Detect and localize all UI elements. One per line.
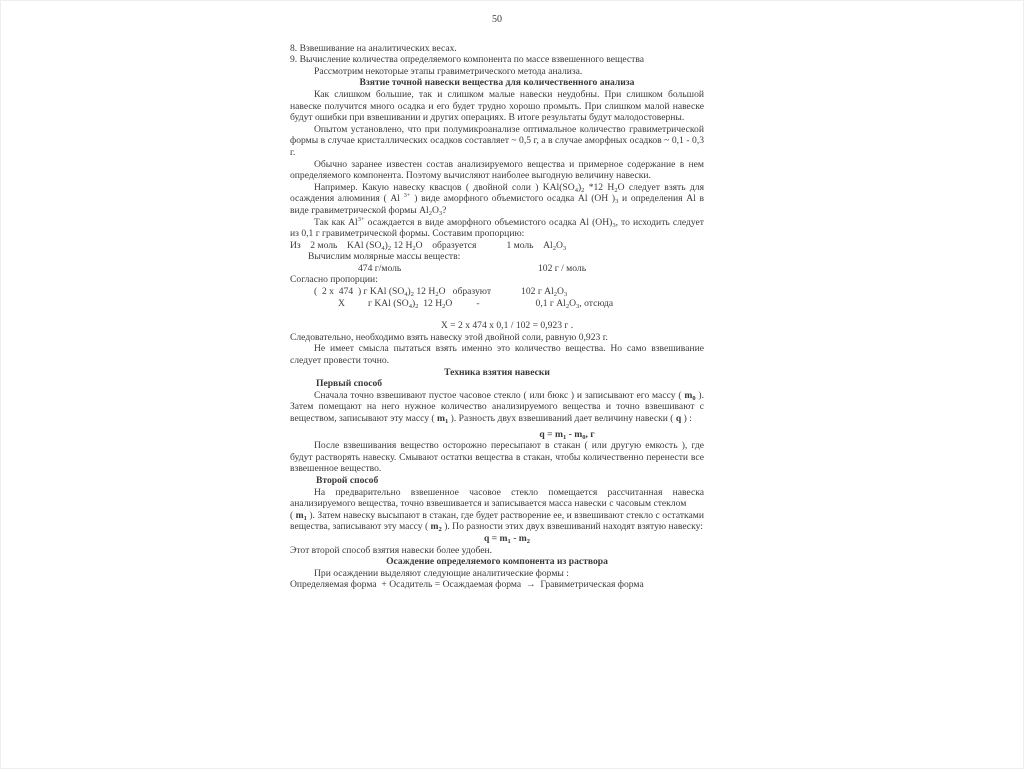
text: - m [510, 532, 527, 544]
text: - m [566, 428, 583, 440]
document-page [290, 14, 704, 591]
paragraph-optimal-amount: Опытом установлено, что при полумикроанализе оптимальное количество гравиметрической формы в случае кристаллических осадков составляет ~ 0,5 г, а в случае аморфных осадков ~ 0,1 - 0,3 г. [290, 123, 704, 158]
text: m [437, 413, 446, 424]
method-1-heading: Первый способ [316, 378, 383, 390]
subscript: 2 [581, 186, 585, 194]
text: m [430, 521, 439, 533]
subscript: 1 [562, 433, 567, 441]
text: Сначала точно взвешивают пустое часовое стекло ( или бюкс ) и записывают его массу ( [314, 389, 685, 401]
subscript: 2 [438, 526, 442, 534]
text: ). Разность двух взвешиваний дает величину навески ( [448, 413, 676, 424]
page-number: 50 [492, 14, 502, 25]
text: 102 г Al [521, 286, 554, 298]
list-item-9: 9. Вычисление количества определяемого компонента по массе взвешенного вещества [290, 54, 644, 66]
text: O образуют [438, 286, 492, 298]
text: ). По разности этих двух взвешиваний находят взятую навеску: [441, 521, 703, 533]
forms-scheme: Определяемая форма + Осадитель = Осаждаемая форма → Гравиметрическая форма [290, 579, 644, 591]
molar-mass-2: 102 г / моль [538, 262, 587, 274]
text: ( 2 x 474 ) г KAl (SO [314, 286, 405, 298]
text: ). Затем помещают на него нужное количество анализируемого вещества и точно взвешивают с веществом, записывают эту массу ( [290, 389, 704, 424]
paragraph-note: Не имеет смысла пытаться взять именно это количество вещества. Но само взвешивание следует провести точно. [290, 343, 704, 367]
text: O [431, 204, 439, 216]
subscript: 2 [387, 244, 392, 252]
text: ) виде аморфного объемистого осадка Al (OH ) [410, 193, 616, 205]
text: m [295, 509, 304, 521]
text: Из 2 моль KAl (SO [290, 239, 382, 251]
text: O [569, 297, 577, 309]
intro-paragraph: Рассмотрим некоторые этапы гравиметрического метода анализа. [314, 65, 583, 77]
text: q = m [539, 428, 563, 440]
calculation-result: X = 2 x 474 x 0,1 / 102 = 0,923 г . [440, 320, 574, 332]
conclusion-line: Следовательно, необходимо взять навеску этой двойной соли, равную 0,923 г. [290, 331, 608, 343]
paragraph-method-2-cont [290, 510, 704, 533]
subscript: 3 [576, 302, 580, 310]
text: ? [442, 204, 447, 216]
text: ) [384, 239, 388, 251]
text: 12 H [418, 297, 443, 309]
list-item-8: 8. Взвешивание на аналитических весах. [290, 42, 457, 54]
subscript: 2 [553, 291, 558, 299]
subscript: 2 [565, 302, 570, 310]
text: m [684, 389, 693, 401]
paragraph-since [290, 217, 704, 240]
text: осаждается в виде аморфного объемистого осадка Al (OH) [364, 216, 613, 228]
subscript: 3 [438, 209, 443, 217]
subscript: 3 [562, 244, 567, 252]
section-heading-sample-taking: Взятие точной навески вещества для количественного анализа [359, 77, 635, 89]
proportion-line-b [290, 298, 704, 310]
method-2-heading: Второй способ [316, 474, 379, 486]
proportion-line-a [290, 286, 704, 298]
text: O образуется [415, 239, 477, 251]
text: 12 H [413, 286, 436, 298]
subscript: 2 [614, 186, 618, 194]
subscript: 2 [415, 302, 419, 310]
text: X [338, 297, 345, 309]
text: и определения Al в виде гравиметрической формы Al [290, 193, 705, 216]
text: ) [407, 286, 411, 298]
text: г KAl (SO [368, 297, 409, 309]
subscript: 2 [412, 244, 416, 252]
text: ) : [681, 413, 692, 424]
text: 0,1 г Al [535, 297, 566, 309]
text: Например. Какую навеску квасцов ( двойной соли ) KAl(SO [314, 181, 575, 193]
subscript: 0 [582, 433, 586, 441]
method-2-conclusion: Этот второй способ взятия навески более удобен. [290, 544, 493, 556]
subscript: 4 [408, 302, 412, 310]
paragraph-composition: Обычно заранее известен состав анализируемого вещества и примерное содержание в нем определяемого компонента. Поэтому вычисляют наиболее выгодную величину навески. [290, 158, 704, 182]
subscript: 2 [442, 302, 446, 310]
subscript: 3 [563, 291, 568, 299]
subscript: 2 [435, 291, 439, 299]
subscript: 1 [445, 418, 449, 425]
text: , отсюда [579, 297, 614, 309]
text: q = m [483, 532, 508, 544]
text: *12 H [584, 181, 615, 193]
paragraph-method-2: На предварительно взвешенное часовое стекло помещается рассчитанная навеска анализируемого вещества, точно взвешивается и записывается масса навески с часовым стеклом [290, 486, 704, 510]
subscript: 3 [615, 198, 619, 206]
text: , г [585, 428, 595, 440]
text: q [675, 413, 682, 424]
text: O [557, 286, 564, 298]
text: - [476, 297, 480, 309]
text: O следует взять для осаждения алюминия ( Al [290, 181, 704, 205]
text: O [555, 239, 563, 251]
superscript: 3+ [357, 215, 365, 223]
section-heading-precipitation: Осаждение определяемого компонента из раствора [386, 556, 608, 568]
subscript: 2 [552, 244, 556, 252]
superscript: 3+ [403, 192, 411, 200]
paragraph-method-1 [290, 390, 704, 425]
subscript: 1 [303, 514, 307, 522]
subscript: 1 [507, 537, 511, 545]
paragraph-sample-size: Как слишком большие, так и слишком малые навески неудобны. При слишком большой навеске получится много осадка и его будет трудно хорошо промыть. При слишком малой навеске будут ошибки при взвешивании и других операциях. В итоге результаты будут малодостоверны. [290, 88, 704, 124]
text: ) [577, 181, 582, 193]
subscript: 2 [428, 209, 432, 217]
text: O [445, 297, 453, 309]
text: ). Затем навеску высыпают в стакан, где будет растворение ее, и взвешивают стекло с остатками вещества, записывают эту массу ( [290, 509, 704, 533]
paragraph-example [290, 182, 704, 217]
subscript: 4 [404, 291, 408, 299]
formula-method-1 [290, 429, 704, 441]
subscript: 4 [381, 244, 385, 252]
molar-mass-label: Вычислим молярные массы веществ: [308, 251, 461, 263]
formula-method-2 [290, 533, 704, 545]
paragraph-forms: При осаждении выделяют следующие аналитические формы : [314, 567, 569, 579]
subscript: 0 [692, 394, 696, 402]
text: 1 моль Al [506, 239, 553, 251]
subscript: 3 [612, 221, 616, 229]
text: ) [411, 297, 416, 309]
subscript: 2 [526, 537, 531, 545]
paragraph-transfer: После взвешивания вещество осторожно пересыпают в стакан ( или другую емкость ), где будут растворять навеску. Смывают остатки вещества в стакан, чтобы количественно перенести все взвешенное вещество. [290, 440, 704, 475]
proportion-line [290, 240, 704, 252]
proportion-label: Согласно пропорции: [290, 274, 378, 286]
molar-mass-values [290, 263, 704, 275]
subscript: 2 [410, 291, 414, 299]
text: Так как Al [314, 216, 358, 228]
subscript: 4 [574, 186, 578, 194]
text: , то исходить следует из 0,1 г гравиметрической формы. Составим пропорцию: [290, 216, 705, 240]
section-heading-technique: Техника взятия навески [444, 366, 550, 378]
molar-mass-1: 474 г/моль [358, 262, 402, 274]
text: 12 H [391, 239, 413, 251]
text: ( [290, 509, 296, 521]
